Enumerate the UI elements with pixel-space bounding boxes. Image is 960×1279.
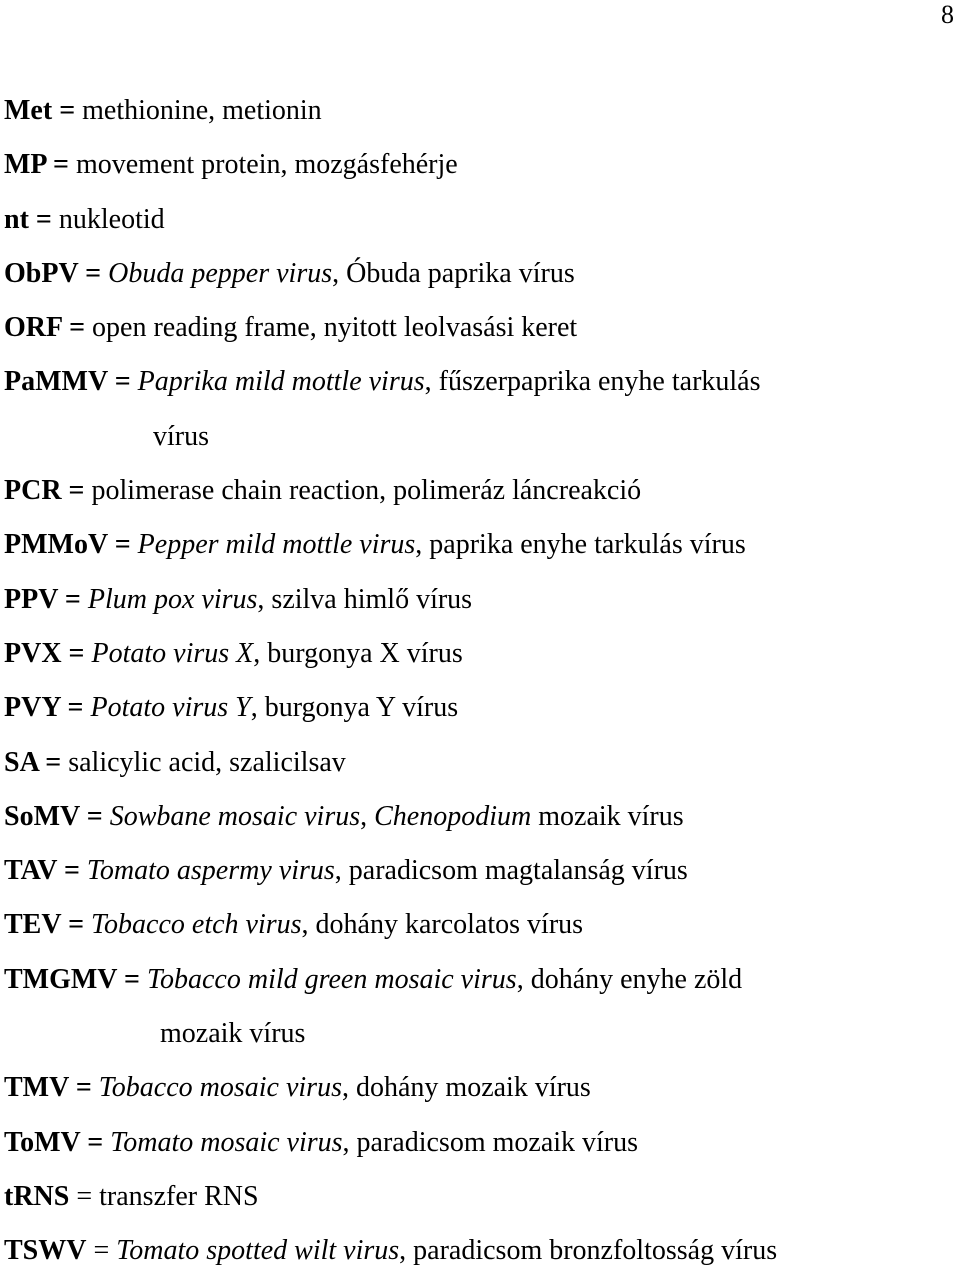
list-item (4, 355, 954, 409)
equals-sign: = (28, 203, 59, 235)
latin-name: Sowbane mosaic virus (109, 800, 361, 832)
equals-sign: = (79, 800, 110, 832)
abbreviation: SA (4, 746, 39, 778)
equals-sign: = (60, 692, 91, 724)
latin-name: Potato virus Y (90, 692, 251, 724)
equals-sign: = (69, 1180, 100, 1212)
abbreviation: PMMoV (4, 529, 108, 561)
list-item (4, 844, 954, 898)
list-item-continuation: vírus (153, 420, 209, 452)
list-item (4, 193, 954, 247)
abbreviation: TMV (4, 1072, 69, 1104)
abbreviation: SoMV (4, 800, 80, 832)
latin-name: Tobacco mosaic virus (98, 1072, 342, 1104)
definition: , paradicsom magtalanság vírus (334, 855, 688, 887)
equals-sign: = (68, 1072, 99, 1104)
definition: methionine, metionin (82, 95, 322, 126)
definition: , (360, 800, 375, 832)
equals-sign: = (46, 149, 76, 181)
abbreviation: PVY (4, 692, 61, 724)
definition: polimerase chain reaction, polimeráz láncreakció (91, 475, 642, 507)
abbreviation: ObPV (4, 257, 79, 289)
list-item (4, 1116, 954, 1170)
definition: , burgonya X vírus (253, 637, 463, 669)
abbreviation: PPV (4, 583, 58, 615)
abbreviation: tRNS (4, 1180, 70, 1212)
definition: movement protein, mozgásfehérje (75, 149, 458, 181)
abbreviation: nt (4, 203, 29, 235)
list-item (4, 953, 954, 1007)
page-number: 8 (941, 0, 954, 29)
list-item (4, 627, 954, 681)
list-item (4, 464, 954, 518)
equals-sign: = (80, 1126, 111, 1158)
definition: mozaik vírus (531, 800, 684, 832)
list-item (4, 736, 954, 790)
abbreviation: PaMMV (4, 366, 108, 398)
definition: open reading frame, nyitott leolvasási keret (92, 312, 578, 344)
abbreviation: PCR (4, 475, 62, 507)
latin-name: Paprika mild mottle virus (137, 366, 425, 398)
equals-sign: = (107, 366, 138, 398)
definition: , fűszerpaprika enyhe tarkulás (424, 366, 761, 398)
list-item (4, 1170, 954, 1224)
latin-name: Chenopodium (374, 800, 532, 832)
equals-sign: = (86, 1235, 117, 1267)
equals-sign: = (117, 963, 147, 995)
list-item (4, 1061, 954, 1115)
latin-name: Tobacco mild green mosaic virus (147, 963, 517, 995)
list-item (4, 518, 954, 572)
latin-name: Tobacco etch virus (91, 909, 302, 941)
definition: , paprika enyhe tarkulás vírus (415, 529, 746, 561)
equals-sign: = (61, 475, 92, 507)
equals-sign: = (61, 637, 92, 669)
abbreviation: MP (4, 149, 46, 181)
list-item (4, 1224, 954, 1278)
definition: , paradicsom bronzfoltosság vírus (399, 1235, 778, 1267)
equals-sign: = (61, 909, 92, 941)
list-item (4, 790, 954, 844)
latin-name: Pepper mild mottle virus (137, 529, 416, 561)
latin-name: Tomato mosaic virus (110, 1126, 343, 1158)
latin-name: Obuda pepper virus (108, 257, 333, 289)
equals-sign: = (56, 855, 87, 887)
abbreviation: TSWV (4, 1235, 87, 1267)
definition: , szilva himlő vírus (257, 583, 473, 615)
definition: , paradicsom mozaik vírus (342, 1126, 639, 1158)
list-item-continuation: mozaik vírus (160, 1018, 306, 1050)
latin-name: Tomato spotted wilt virus (116, 1235, 400, 1267)
abbreviation: TMGMV (4, 963, 118, 995)
list-item (4, 573, 954, 627)
abbreviation: ORF (4, 312, 63, 344)
definition: transzfer RNS (99, 1180, 259, 1212)
equals-sign: = (62, 312, 93, 344)
abbreviation: TAV (4, 855, 57, 887)
abbreviation: ToMV (4, 1126, 81, 1158)
equals-sign: = (52, 95, 83, 126)
definition: salicylic acid, szalicilsav (68, 746, 346, 778)
equals-sign: = (107, 529, 138, 561)
abbreviation: PVX (4, 637, 62, 669)
definition: , dohány enyhe zöld (516, 963, 743, 995)
latin-name: Plum pox virus (87, 583, 258, 615)
list-item (4, 898, 954, 952)
abbreviation: TEV (4, 909, 62, 941)
list-item (4, 138, 954, 192)
definition: nukleotid (58, 203, 165, 235)
definition: , Óbuda paprika vírus (332, 257, 575, 289)
latin-name: Potato virus X (91, 637, 254, 669)
definition: , burgonya Y vírus (250, 692, 459, 724)
abbreviation-list (4, 84, 954, 1279)
list-item (4, 301, 954, 355)
equals-sign: = (38, 746, 69, 778)
latin-name: Tomato aspermy virus (86, 855, 335, 887)
list-item (4, 681, 954, 735)
equals-sign: = (57, 583, 88, 615)
definition: , dohány karcolatos vírus (301, 909, 584, 941)
definition: , dohány mozaik vírus (341, 1072, 591, 1104)
list-item (4, 84, 954, 138)
abbreviation: Met (4, 95, 53, 126)
list-item (4, 247, 954, 301)
equals-sign: = (78, 257, 109, 289)
